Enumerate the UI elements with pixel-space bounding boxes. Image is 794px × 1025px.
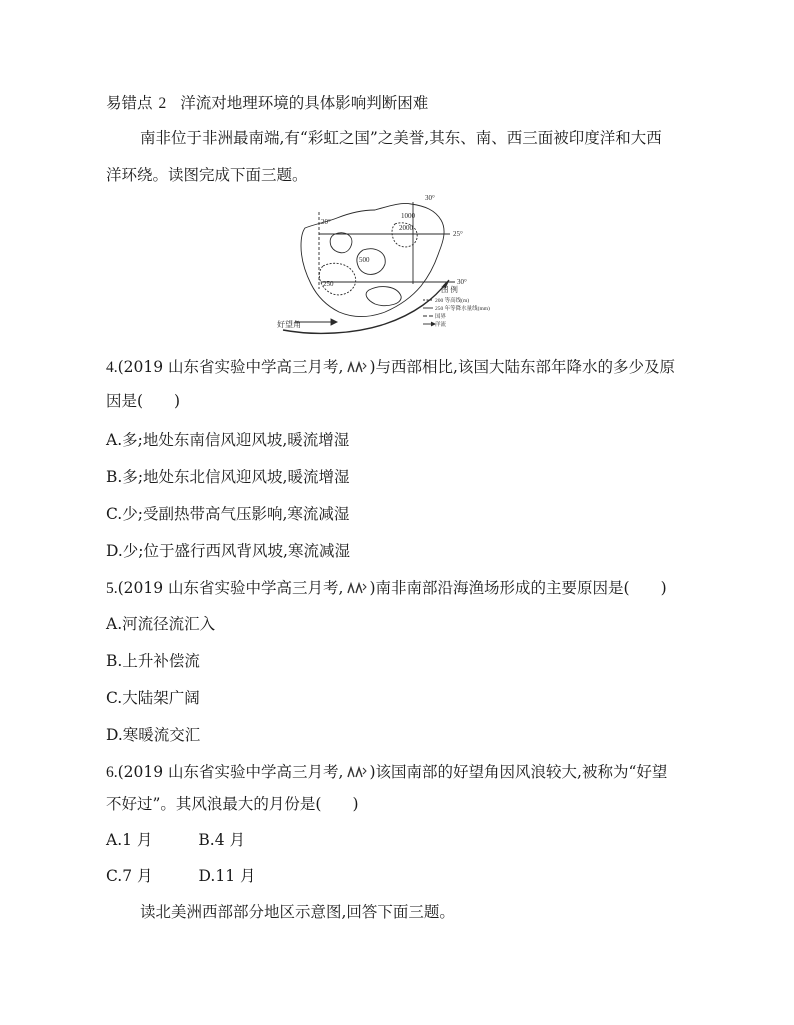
option-4c[interactable]: C.少;受副热带高气压影响,寒流减湿: [106, 505, 350, 523]
question-4-stem-line-2: 因是( ): [106, 392, 181, 410]
option-4a[interactable]: A.多;地处东南信风迎风坡,暖流增湿: [106, 431, 350, 449]
option-6c[interactable]: C.7 月: [106, 867, 153, 885]
difficulty-star-icon: [344, 581, 368, 595]
legend-item: 国界: [435, 314, 447, 320]
question-stem: )该国南部的好望角因风浪较大,被称为“好望: [369, 763, 668, 781]
option-4b[interactable]: B.多;地处东北信风迎风坡,暖流增湿: [106, 468, 350, 486]
question-4-stem: [106, 357, 675, 378]
option-6b[interactable]: B.4 月: [198, 831, 246, 849]
question-stem: )与西部相比,该国大陆东部年降水的多少及原: [369, 358, 675, 376]
options-6-row-1: [106, 830, 245, 850]
question-6-stem: [106, 762, 667, 783]
option-6a[interactable]: A.1 月: [106, 831, 153, 849]
question-source: (2019 山东省实验中学高三月考,: [117, 579, 344, 597]
longitude-label: 20°: [321, 218, 331, 226]
question-6-stem-line-2: 不好过”。其风浪最大的月份是( ): [106, 795, 359, 813]
question-number: 5.: [106, 580, 118, 597]
next-section-intro: 读北美洲西部部分地区示意图,回答下面三题。: [140, 903, 455, 921]
legend-item: 洋流: [435, 322, 447, 328]
section-label: 易错点: [106, 94, 153, 112]
section-title: 洋流对地理环境的具体影响判断困难: [180, 94, 429, 112]
question-source: (2019 山东省实验中学高三月考,: [117, 763, 344, 781]
cape-label: 好望角: [277, 320, 301, 329]
latitude-label: 30°: [425, 194, 435, 202]
option-5c[interactable]: C.大陆架广阔: [106, 689, 200, 707]
contour-label: 500: [359, 256, 370, 264]
ocean-current-arrow: [283, 282, 447, 333]
latitude-label: 30°: [457, 278, 467, 286]
difficulty-star-icon: [344, 765, 368, 779]
contour-label: 2000: [399, 224, 413, 232]
difficulty-star-icon: [344, 360, 368, 374]
option-6d[interactable]: D.11 月: [198, 867, 256, 885]
option-5b[interactable]: B.上升补偿流: [106, 652, 200, 670]
question-number: 6.: [106, 764, 118, 781]
latitude-label: 25°: [453, 230, 463, 238]
contour-label: 1000: [401, 212, 415, 220]
intro-line-2: 洋环绕。读图完成下面三题。: [106, 166, 308, 184]
question-5-stem: [106, 578, 667, 599]
question-source: (2019 山东省实验中学高三月考,: [117, 358, 344, 376]
section-number: 2: [158, 95, 167, 112]
contour-label: 250: [323, 280, 334, 288]
option-5a[interactable]: A.河流径流汇入: [106, 615, 216, 633]
section-heading: [106, 93, 428, 114]
south-africa-map: [275, 194, 527, 340]
options-6-row-2: [106, 866, 255, 886]
legend-title: 图 例: [441, 285, 458, 294]
intro-line-1: 南非位于非洲最南端,有“彩虹之国”之美誉,其东、南、西三面被印度洋和大西: [140, 129, 662, 147]
option-4d[interactable]: D.少;位于盛行西风背风坡,寒流减湿: [106, 542, 350, 560]
contour-line: [366, 287, 401, 306]
legend-item: 250 年等降水量线(mm): [435, 306, 490, 312]
option-5d[interactable]: D.寒暖流交汇: [106, 726, 201, 744]
contour-line: [330, 233, 352, 253]
question-number: 4.: [106, 359, 118, 376]
question-stem: )南非南部沿海渔场形成的主要原因是( ): [369, 579, 667, 597]
legend-item: 200 等高线(m): [435, 298, 470, 304]
